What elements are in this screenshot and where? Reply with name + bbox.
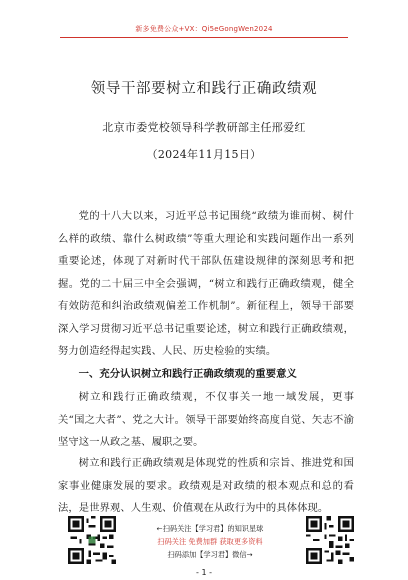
article-date: （2024年11月15日） bbox=[146, 148, 262, 161]
qr-code-knowledge-planet-image[interactable] bbox=[68, 516, 116, 564]
header-note: 新多免费公众+VX：Qi5eGongWen2024 bbox=[135, 25, 273, 33]
promo-line-free-group: 扫码关注 免费加群 获取更多资料 bbox=[157, 537, 263, 546]
article-title: 领导干部要树立和践行正确政绩观 bbox=[90, 81, 318, 97]
page-number: - 1 - bbox=[196, 568, 212, 577]
qr-code-wechat-image[interactable] bbox=[306, 516, 354, 564]
paragraph-1: 党的十八大以来，习近平总书记围绕“政绩为谁而树、树什么样的政绩、靠什么树政绩”等重大理论和实践问题作出一系列重要论述，体现了对新时代干部队伍建设规律的深刻思考和把握。党的二十届三中全会强调，“树立和践行正确政绩观，健全有效防范和纠治政绩观偏差工作机制”。新征程上，领导干部要深入学习贯彻习近平总书记重要论述，树立和践行正确政绩观，努力创造经得起实践、人民、历史检验的实绩。 bbox=[58, 210, 354, 357]
article-author: 北京市委党校领导科学教研部主任邢爱红 bbox=[102, 121, 306, 134]
header-divider bbox=[60, 37, 348, 38]
paragraph-2: 树立和践行正确政绩观，不仅事关一地一域发展，更事关“国之大者”、党之大计。领导干部要始终高度自觉、矢志不渝坚守这一从政之基、履职之要。 bbox=[58, 391, 354, 448]
paragraph-3: 树立和践行正确政绩观是体现党的性质和宗旨、推进党和国家事业健康发展的要求。政绩观是对政绩的根本观点和总的看法，是世界观、人生观、价值观在从政行为中的具体体现。 bbox=[58, 457, 354, 514]
promo-line-knowledge-planet: ←扫码关注【学习君】的知识星球 bbox=[156, 524, 264, 533]
section-heading-1: 一、充分认识树立和践行正确政绩观的重要意义 bbox=[78, 368, 297, 380]
promo-line-wechat: 扫码添加【学习君】微信→ bbox=[167, 550, 253, 559]
